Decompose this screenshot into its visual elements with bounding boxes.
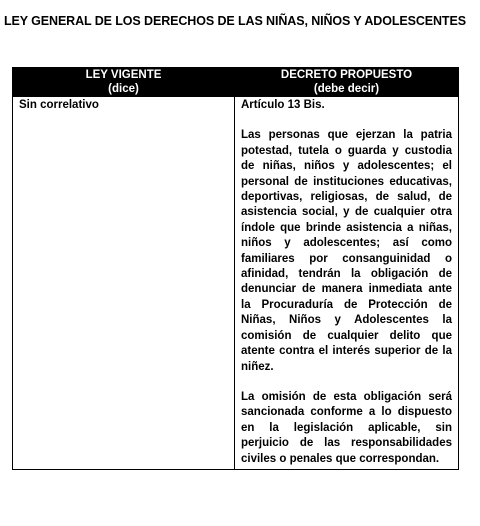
- header-ley-vigente-title: LEY VIGENTE: [85, 69, 162, 81]
- header-ley-vigente: [13, 68, 235, 97]
- header-ley-vigente-subtitle: (dice): [108, 83, 139, 95]
- header-decreto-propuesto-title: DECRETO PROPUESTO: [280, 69, 413, 81]
- document-title: LEY GENERAL DE LOS DERECHOS DE LAS NIÑAS, NIÑOS Y ADOLESCENTES: [4, 14, 466, 28]
- article-heading: Artículo 13 Bis.: [241, 99, 325, 111]
- header-decreto-propuesto-subtitle: (debe decir): [313, 83, 380, 95]
- table-header-row: [13, 68, 459, 97]
- right-cell: [235, 97, 459, 470]
- article-paragraph-2: La omisión de esta obligación será sancionada conforme a lo dispuesto en la legislación aplicable, sin perjuicio de las responsabilidades civiles o penales que correspondan.: [241, 390, 452, 465]
- left-cell: [13, 97, 235, 470]
- comparison-table: [12, 67, 459, 470]
- table-row: [13, 97, 459, 470]
- left-cell-text: Sin correlativo: [19, 99, 99, 111]
- article-paragraph-1: Las personas que ejerzan la patria potestad, tutela o guarda y custodia de niñas, niños y adolescentes; el personal de instituciones educativas, deportivas, religiosas, de salud, de asistencia social, y de cualquier otra índole que brinde asistencia a niñas, niños y adolescentes; así como familiares por consanguinidad o afinidad, tendrán la obligación de denunciar de manera inmediata ante la Procuraduría de Protección de Niñas, Niños y Adolescentes la comisión de cualquier delito que atente contra el interés superior de la niñez.: [241, 129, 452, 373]
- header-decreto-propuesto: [235, 68, 459, 97]
